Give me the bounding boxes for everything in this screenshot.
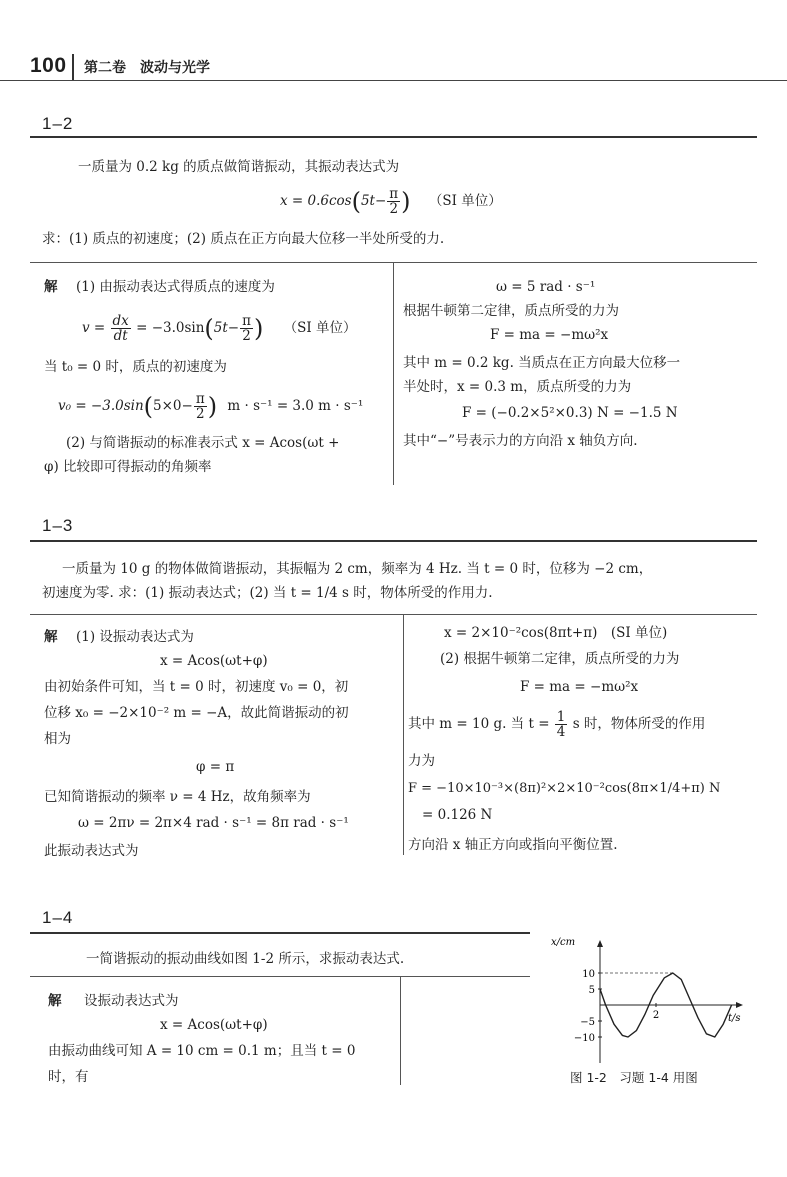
equation: x = 0.6cos(5t− $\frac{\pi}{2}$ ) （SI 单位） [280, 186, 502, 217]
r4a: 其中 m = 10 g. 当 t = [408, 716, 550, 732]
solution-text: 此振动表达式为 [44, 843, 139, 859]
column-divider [400, 977, 401, 1085]
v-dx: dx [112, 313, 129, 329]
v-unit: （SI 单位） [283, 320, 357, 336]
problem-text: 一质量为 10 g 的物体做简谐振动，其振幅为 2 cm，频率为 4 Hz. 当 t = 0 时，位移为 −2 cm， [62, 561, 653, 577]
frac-den: 4 [556, 724, 566, 740]
solution-text: (1) 设振动表达式为 [76, 629, 194, 645]
y-axis-label: x/cm [551, 937, 576, 948]
eq-inner: 5t− [360, 193, 387, 209]
solution-text: 位移 x₀ = −2×10⁻² m = −A，故此简谐振动的初 [44, 705, 349, 721]
solution-text: φ) 比较即可得振动的角频率 [44, 459, 212, 475]
v-pi: π [242, 313, 251, 329]
solution-text: 其中 m = 0.2 kg. 当质点在正方向最大位移一 [403, 355, 681, 371]
solution-text: (2) 根据牛顿第二定律，质点所受的力为 [440, 651, 680, 667]
x-axis-label: t/s [728, 1013, 741, 1024]
column-divider [393, 263, 394, 485]
solution-rule [30, 976, 530, 977]
problem-question: 求：(1) 质点的初速度；(2) 质点在正方向最大位移一半处所受的力. [42, 231, 445, 247]
solution-text: φ = π [196, 759, 235, 775]
column-divider [403, 615, 404, 855]
solution-text: F = (−0.2×5²×0.3) N = −1.5 N [462, 405, 678, 421]
v-lhs: v = [82, 320, 106, 336]
solution-text: 力为 [408, 753, 435, 769]
section-label-1-3: 1–3 [42, 516, 74, 535]
solution-text: F = −10×10⁻³×(8π)²×2×10⁻²cos(8π×1/4+π) N [408, 781, 721, 796]
solution-text: ω = 2πν = 2π×4 rad · s⁻¹ = 8π rad · s⁻¹ [78, 815, 349, 831]
figure-caption: 图 1-2 习题 1-4 用图 [570, 1070, 698, 1085]
section-rule [30, 540, 757, 542]
solution-text: 已知简谐振动的频率 ν = 4 Hz，故角频率为 [44, 789, 311, 805]
solution-rule [30, 614, 757, 615]
header-rule [0, 80, 787, 81]
x-axis-arrow [736, 1002, 743, 1008]
v-two: 2 [242, 328, 251, 344]
vibration-curve-chart [540, 935, 760, 1070]
solution-text: 方向沿 x 轴正方向或指向平衡位置. [408, 837, 618, 853]
solution-text: x = Acos(ωt+φ) [160, 653, 268, 669]
frac-num: 1 [556, 709, 566, 725]
v-dt: dt [113, 328, 128, 344]
solution-text [408, 710, 705, 739]
v-rhs: = −3.0sin [136, 320, 205, 336]
eq-lhs: x = 0.6cos [280, 193, 352, 209]
solution-text: x = 2×10⁻²cos(8πt+π) (SI 单位) [444, 625, 668, 641]
solution-text: 当 t₀ = 0 时，质点的初速度为 [44, 359, 227, 375]
v0-two: 2 [195, 406, 205, 422]
v0-pi: π [195, 391, 205, 407]
problem-text: 一质量为 0.2 kg 的质点做简谐振动，其振动表达式为 [78, 159, 400, 175]
section-label-1-4: 1–4 [42, 908, 74, 927]
v0-lhs: v₀ = −3.0sin [58, 398, 144, 414]
y-tick-label: −5 [580, 1017, 595, 1028]
header-divider [72, 54, 74, 80]
x-tick-label: 2 [652, 1010, 660, 1021]
v0-inner: 5×0− [153, 398, 193, 414]
r4b: s 时，物体所受的作用 [572, 716, 706, 732]
solution-text: F = ma = −mω²x [520, 679, 639, 695]
eq-unit: （SI 单位） [428, 193, 502, 209]
v-inner: 5t− [213, 320, 240, 336]
solution-text: 设振动表达式为 [84, 993, 179, 1009]
solution-text: (2) 与简谐振动的标准表示式 x = Acos(ωt + [66, 435, 340, 451]
solution-text: 根据牛顿第二定律，质点所受的力为 [403, 303, 619, 319]
jie-label: 解 [48, 993, 62, 1009]
section-label-1-2: 1–2 [42, 114, 74, 133]
section-rule [30, 136, 757, 138]
eq-pi: π [389, 186, 399, 202]
solution-text: = 0.126 N [422, 807, 493, 823]
solution-text: ω = 5 rad · s⁻¹ [496, 279, 596, 295]
eq-two: 2 [389, 201, 399, 217]
solution-text: 由初始条件可知，当 t = 0 时，初速度 v₀ = 0，初 [44, 679, 349, 695]
section-rule [30, 932, 530, 934]
jie-label: 解 [44, 279, 58, 295]
y-axis-arrow [597, 940, 603, 947]
solution-text: 其中“−”号表示力的方向沿 x 轴负方向. [403, 433, 638, 449]
problem-text: 一简谐振动的振动曲线如图 1-2 所示，求振动表达式. [86, 951, 405, 967]
y-tick-label: 5 [588, 985, 595, 996]
velocity-equation: v = $\frac{dx}{dt}$ = −3.0sin(5t− $\frac{\pi}{2}$ ) （SI 单位） [82, 313, 357, 344]
problem-text: 初速度为零. 求：(1) 振动表达式；(2) 当 t = 1/4 s 时，物体所受的作用力. [42, 585, 493, 601]
v0-equation: v₀ = −3.0sin(5×0− $\frac{\pi}{2}$ ) m · s⁻¹ = 3.0 m · s⁻¹ [58, 391, 364, 422]
solution-text: (1) 由振动表达式得质点的速度为 [76, 279, 275, 295]
y-tick-label: −10 [573, 1033, 595, 1044]
solution-text: F = ma = −mω²x [490, 327, 609, 343]
y-tick-label: 10 [582, 969, 595, 980]
solution-text: 相为 [44, 731, 71, 747]
running-title: 第二卷 波动与光学 [84, 60, 210, 76]
jie-label: 解 [44, 629, 58, 645]
page-number: 100 [30, 54, 67, 77]
solution-text: 半处时，x = 0.3 m，质点所受的力为 [403, 379, 632, 395]
solution-text: 由振动曲线可知 A = 10 cm = 0.1 m；且当 t = 0 [48, 1043, 356, 1059]
v0-rhs: m · s⁻¹ = 3.0 m · s⁻¹ [227, 398, 364, 414]
solution-text: x = Acos(ωt+φ) [160, 1017, 268, 1033]
solution-text: 时，有 [48, 1069, 89, 1085]
